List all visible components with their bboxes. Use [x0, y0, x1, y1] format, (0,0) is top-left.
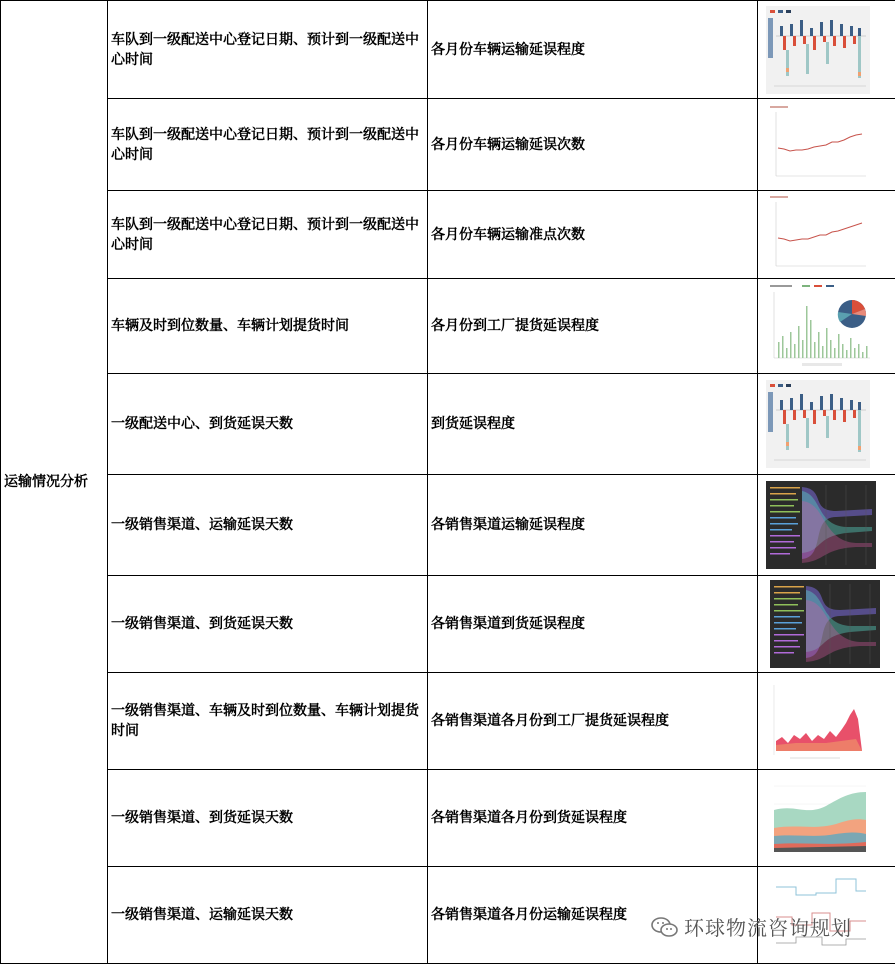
watermark	[650, 912, 890, 942]
table-row	[1, 374, 895, 475]
watermark-text: 环球物流咨询规划	[684, 916, 852, 940]
metric-cell: 各销售渠道各月份到工厂提货延误程度	[428, 673, 758, 770]
diverging-bar-thumbnail	[766, 380, 870, 468]
fields-cell: 一级销售渠道、运输延误天数	[108, 867, 428, 964]
chart-thumbnail-cell	[758, 279, 895, 374]
chart-thumbnail-cell	[758, 770, 895, 867]
stacked-area-thumbnail	[766, 776, 870, 860]
metric-cell: 各销售渠道各月份运输延误程度	[428, 867, 758, 964]
table-row	[1, 1, 895, 99]
fields-cell: 一级配送中心、到货延误天数	[108, 374, 428, 475]
fields-cell: 一级销售渠道、到货延误天数	[108, 576, 428, 673]
table-row	[1, 673, 895, 770]
metric-cell: 各销售渠道各月份到货延误程度	[428, 770, 758, 867]
wechat-icon	[650, 915, 680, 944]
chart-thumbnail-cell	[758, 99, 895, 191]
fields-cell: 一级销售渠道、运输延误天数	[108, 475, 428, 576]
dark-sankey-thumbnail	[766, 481, 876, 569]
chart-thumbnail-cell	[758, 1, 895, 99]
area-thumbnail	[766, 679, 866, 763]
fields-cell: 车队到一级配送中心登记日期、预计到一级配送中心时间	[108, 1, 428, 99]
fields-cell: 一级销售渠道、到货延误天数	[108, 770, 428, 867]
dark-sankey-thumbnail	[770, 580, 880, 668]
metric-cell: 各月份到工厂提货延误程度	[428, 279, 758, 374]
chart-thumbnail-cell	[758, 374, 895, 475]
chart-thumbnail-cell	[758, 475, 895, 576]
bar-pie-thumbnail	[766, 282, 876, 370]
metric-cell: 各月份车辆运输延误次数	[428, 99, 758, 191]
metric-cell: 各销售渠道到货延误程度	[428, 576, 758, 673]
table-row	[1, 576, 895, 673]
table-row	[1, 99, 895, 191]
line-thumbnail	[766, 104, 870, 186]
line-thumbnail	[766, 194, 870, 276]
table-row	[1, 279, 895, 374]
category-cell: 运输情况分析	[1, 1, 108, 964]
chart-thumbnail-cell	[758, 673, 895, 770]
table-row	[1, 191, 895, 279]
fields-cell: 车队到一级配送中心登记日期、预计到一级配送中心时间	[108, 99, 428, 191]
fields-cell: 一级销售渠道、车辆及时到位数量、车辆计划提货时间	[108, 673, 428, 770]
table-row	[1, 475, 895, 576]
fields-cell: 车队到一级配送中心登记日期、预计到一级配送中心时间	[108, 191, 428, 279]
table-row	[1, 770, 895, 867]
chart-thumbnail-cell	[758, 576, 895, 673]
metric-cell: 各月份车辆运输准点次数	[428, 191, 758, 279]
metric-cell: 到货延误程度	[428, 374, 758, 475]
diverging-bar-thumbnail	[766, 6, 870, 94]
chart-thumbnail-cell	[758, 191, 895, 279]
metric-cell: 各销售渠道运输延误程度	[428, 475, 758, 576]
fields-cell: 车辆及时到位数量、车辆计划提货时间	[108, 279, 428, 374]
metric-cell: 各月份车辆运输延误程度	[428, 1, 758, 99]
